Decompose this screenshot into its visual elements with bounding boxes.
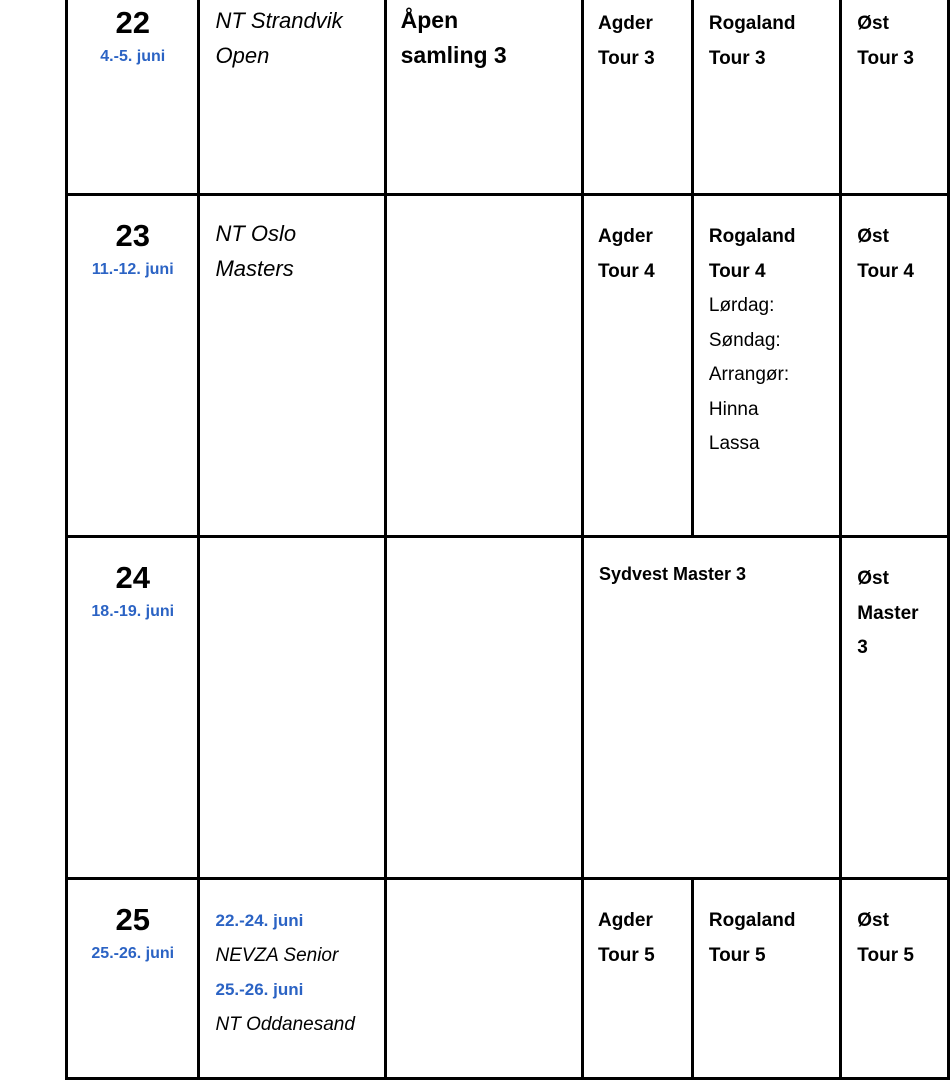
ost-line: Øst: [857, 910, 889, 931]
agder-line: Agder: [597, 910, 653, 931]
agder-line: Agder: [597, 226, 653, 247]
rogaland-detail: Hinna: [708, 398, 759, 420]
week-date: 11.-12. juni: [91, 261, 174, 278]
nt-event-name: NEVZA Senior: [215, 944, 339, 966]
open-session-cell: [385, 195, 582, 537]
ost-cell: [841, 537, 949, 879]
table-row-week-23: [67, 195, 949, 537]
rogaland-line: Rogaland: [708, 910, 796, 931]
nt-event-name: NT Oddanesand: [215, 1013, 355, 1035]
sydvest-cell: [582, 537, 840, 879]
table-row-week-25: [67, 879, 949, 1079]
nt-event-line: NT Strandvik: [215, 8, 343, 33]
open-session-line: samling 3: [400, 42, 507, 68]
ost-line: Tour 5: [857, 944, 914, 966]
week-number: 23: [115, 218, 150, 253]
agder-cell: [582, 0, 692, 195]
ost-line: Øst: [857, 568, 889, 589]
nt-event-line: Open: [215, 43, 270, 68]
ost-cell: [841, 879, 949, 1079]
rogaland-line: Rogaland: [708, 226, 796, 247]
week-cell: [67, 195, 199, 537]
week-number: 24: [115, 560, 150, 595]
week-number: 22: [115, 5, 150, 40]
week-cell: [67, 879, 199, 1079]
table-row-week-22: [67, 0, 949, 195]
table-row-week-24: [67, 537, 949, 879]
rogaland-cell: [692, 195, 840, 537]
ost-line: Øst: [857, 226, 889, 247]
nt-event-line: NT Oslo: [215, 221, 297, 246]
nt-event-date: 22.-24. juni: [215, 911, 304, 930]
nt-event-cell: [199, 0, 385, 195]
week-date: 4.-5. juni: [100, 48, 166, 65]
nt-event-date: 25.-26. juni: [215, 980, 304, 999]
nt-event-cell: [199, 195, 385, 537]
ost-cell: [841, 195, 949, 537]
ost-line: 3: [857, 637, 868, 658]
schedule-table: [65, 0, 950, 1080]
nt-event-cell: [199, 537, 385, 879]
ost-line: Master: [857, 602, 919, 624]
agder-line: Tour 3: [597, 47, 655, 69]
rogaland-line: Tour 4: [708, 260, 766, 282]
rogaland-detail: Lassa: [708, 433, 760, 454]
agder-line: Tour 4: [597, 260, 655, 282]
sydvest-label: Sydvest Master 3: [598, 564, 747, 584]
agder-line: Tour 5: [597, 944, 655, 966]
nt-event-cell: [199, 879, 385, 1079]
open-session-cell: [385, 879, 582, 1079]
rogaland-line: Rogaland: [708, 13, 796, 34]
rogaland-line: Tour 3: [708, 47, 766, 69]
rogaland-cell: [692, 879, 840, 1079]
ost-cell: [841, 0, 949, 195]
open-session-cell: [385, 537, 582, 879]
agder-cell: [582, 195, 692, 537]
rogaland-cell: [692, 0, 840, 195]
ost-line: Tour 3: [857, 47, 914, 69]
ost-line: Øst: [857, 13, 889, 34]
week-date: 25.-26. juni: [91, 945, 175, 962]
rogaland-detail: Lørdag:: [708, 295, 775, 316]
agder-cell: [582, 879, 692, 1079]
rogaland-line: Tour 5: [708, 944, 766, 966]
week-number: 25: [115, 902, 150, 937]
rogaland-detail: Arrangør:: [708, 364, 790, 385]
rogaland-detail: Søndag:: [708, 329, 781, 351]
ost-line: Tour 4: [857, 260, 914, 282]
week-cell: [67, 537, 199, 879]
open-session-line: Åpen: [400, 7, 459, 33]
open-session-cell: [385, 0, 582, 195]
nt-event-line: Masters: [215, 256, 294, 281]
week-cell: [67, 0, 199, 195]
agder-line: Agder: [597, 13, 653, 34]
week-date: 18.-19. juni: [91, 603, 175, 620]
